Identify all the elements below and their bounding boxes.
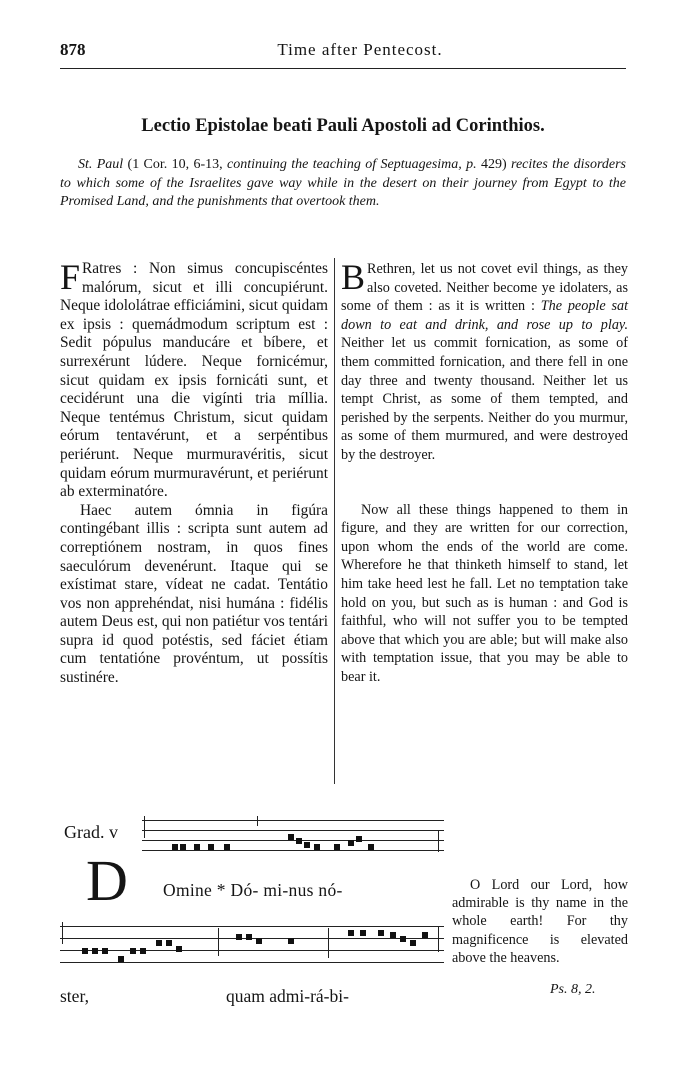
chant-text-line-2b: quam admi-rá-bi- [226,986,349,1006]
rubric-part5: recites the disorders to which some of the Israelites gave way while in the desert on their journey from Egypt to the Promised Land, and the punishments that overtook them. [60,157,626,209]
chant-initial: D [86,848,128,913]
neume [118,956,124,962]
neume [156,940,162,946]
neume [288,834,294,840]
neume [356,836,362,842]
english-column [341,257,629,686]
neume [378,930,384,936]
column-divider [334,258,335,784]
staff-line [142,820,444,821]
neume [172,844,178,850]
english-para1-b: Neither let us commit fornication, as some of them committed fornication, and there fell in one day three and twenty thousand. Neither let us tempt Christ, as some of them tempted, and perished by the serpents. Neither do you murmur, as some of them murmured, and were destroyed by the destroyer. [341,335,628,463]
neume [236,934,242,940]
latin-drop-cap: F [60,257,81,297]
chant-staff-2 [60,922,444,970]
rubric [60,156,626,212]
english-para1-a: Rethren, let us not covet evil things, as they also coveted. Neither become ye idolaters, as some of them : as it is written : [341,261,628,315]
neume [180,844,186,850]
neume [140,948,146,954]
neume [176,946,182,952]
lesson-title: Lectio Epistolae beati Pauli Apostoli ad Corinthios. [141,116,545,136]
neume [130,948,136,954]
english-paragraph-2: Now all these things happened to them in figure, and they are written for our correction, upon whom the ends of the world are come. Wherefore he that thinketh himself to stand, let him take heed lest he fall. Let no temptation take hold on you, but such as is human : and God is faithful, who will not suffer you to be tempted above that which you are able; but will make also with temptation issue, that you may be able to bear it. [341,501,628,685]
division-bar [438,926,439,952]
neume [422,932,428,938]
chant-staff-1 [142,816,444,856]
english-drop-cap: B [341,257,366,297]
rubric-part4: 429) [480,157,507,172]
neume [314,844,320,850]
gradual-label: Grad. v [64,822,118,842]
chant-text-line-2a: ster, [60,986,89,1006]
neume [246,934,252,940]
neume [166,940,172,946]
english-scripture-quote: The people sat down to eat and drink, and rose up to play. [341,298,629,333]
neume [390,932,396,938]
division-bar [438,830,439,852]
staff-line [142,840,444,841]
running-head: Time after Pentecost. [277,40,443,59]
neume [400,936,406,942]
neume [334,844,340,850]
latin-paragraph-1 [60,257,328,502]
division-bar [218,928,219,956]
neume [304,842,310,848]
staff-line [60,962,444,963]
neume [348,930,354,936]
rubric-part3: continuing the teaching of Septuagesima, p. [227,157,477,172]
staff-line [142,850,444,851]
gradual-translation [452,876,628,967]
staff-line [60,950,444,951]
neume [256,938,262,944]
neume [92,948,98,954]
clef-mark [62,922,63,944]
page-number: 878 [60,40,86,59]
psalm-reference: Ps. 8, 2. [550,982,596,997]
latin-paragraph-2: Haec autem ómnia in figúra contingébant illis : scripta sunt autem ad correptiónem nostram, in quos fines saeculórum devenérunt. Itaque qui se exístimat stare, vídeat ne cadat. Tentátio vos non apprehéndat, nisi humána : fidélis autem Deus est, qui non patiétur vos tentári supra id quod potéstis, sed fáciet étiam cum tentatióne provéntum, ut possítis sustinére. [60,501,328,687]
neume [296,838,302,844]
neume [224,844,230,850]
chant-text-line-1: Omine * Dó- mi-nus nó- [163,880,343,900]
neume [82,948,88,954]
division-bar [257,816,258,826]
staff-line [142,830,444,831]
neume [348,840,354,846]
latin-column [60,257,328,688]
page-header [60,40,626,69]
clef-mark [144,816,145,838]
neume [208,844,214,850]
neume [288,938,294,944]
neume [102,948,108,954]
rubric-part2: (1 Cor. 10, 6-13, [127,157,223,172]
neume [194,844,200,850]
division-bar [328,928,329,958]
english-paragraph-1 [341,257,629,465]
neume [360,930,366,936]
rubric-part1: St. Paul [78,157,124,172]
neume [368,844,374,850]
gradual-translation-text: O Lord our Lord, how admirable is thy name in the whole earth! For thy magnificence is elevated above the heavens. [452,877,628,966]
latin-para1-text: Ratres : Non simus concupiscéntes malórum, sicut et illi concupiérunt. Neque idololátrae efficiámini, sicut quidam ex ipsis : quemádmodum scriptum est : Sedit pópulus manducáre et bíbere, et surrexérunt lúdere. Neque fornicémur, sicut quidam ex ipsis fornicáti sunt, et cecidérunt una die vigínti tria míllia. Neque tentémus Christum, sicut quidam eórum tentavérunt, et a serpéntibus periérunt. Neque murmuravéritis, sicut quidam eórum murmuravérunt, et periérunt ab exterminatóre. [60,260,328,501]
staff-line [60,938,444,939]
staff-line [60,926,444,927]
neume [410,940,416,946]
